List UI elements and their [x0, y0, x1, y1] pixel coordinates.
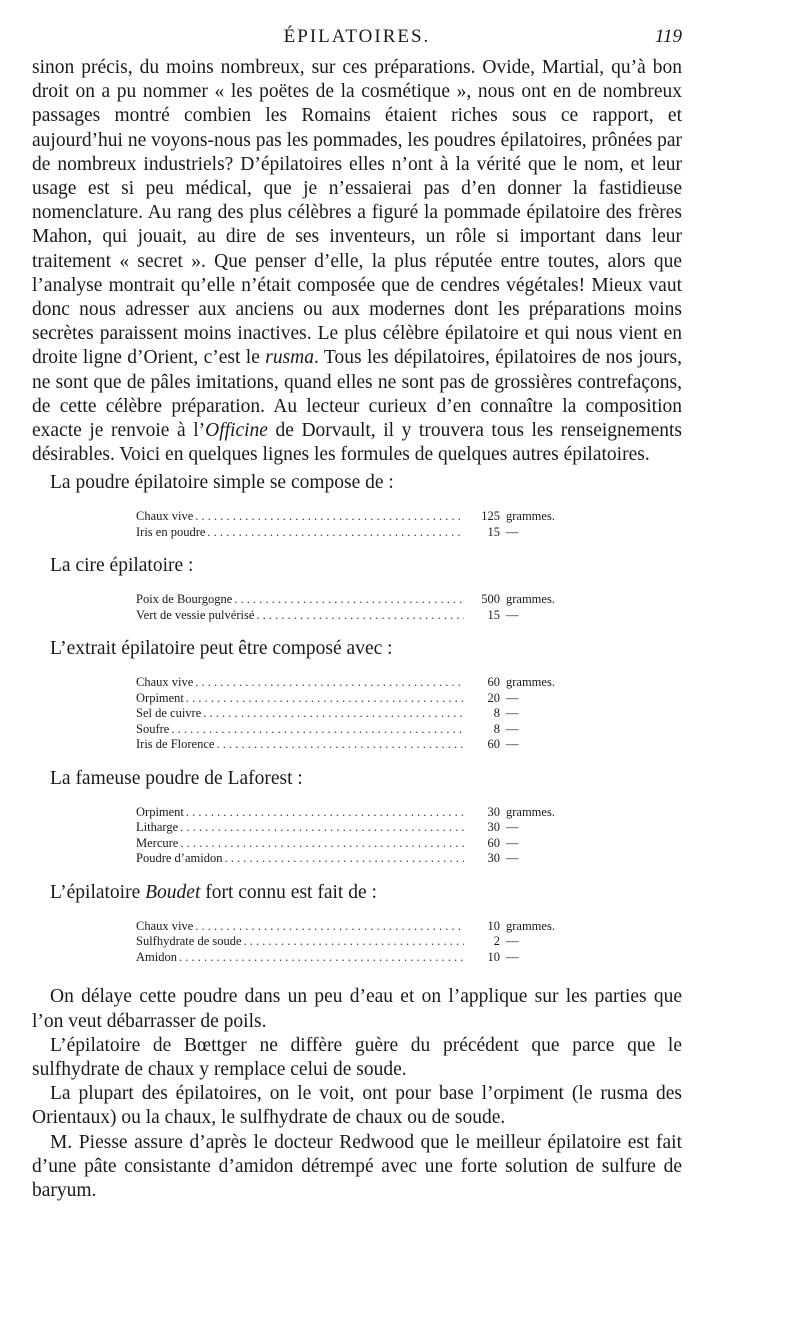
recipe-intro: La fameuse poudre de Laforest :: [50, 767, 303, 789]
ingredient-qty: 30: [487, 804, 500, 819]
ingredient-unit: grammes.: [506, 509, 555, 524]
ingredient-name: Amidon: [136, 949, 177, 964]
recipe-list: [136, 592, 576, 623]
officine-reference: Officine: [205, 420, 268, 442]
ingredient-name: Chaux vive: [136, 509, 194, 524]
ingredient-unit: grammes.: [506, 675, 555, 690]
leader-dots: [193, 675, 464, 691]
leader-dots: [214, 737, 464, 753]
ingredient-row: [136, 722, 576, 738]
closing-paragraph: M. Piesse assure d’après le docteur Redwood que le meilleur épilatoire est fait d’une pâte consistante d’amidon détrempé avec une forte solution de sulfure de baryum.: [32, 1131, 682, 1202]
ingredient-qty: 10: [487, 949, 500, 964]
leader-dots: [222, 851, 464, 867]
leader-dots: [184, 691, 464, 707]
ingredient-qty: 125: [481, 509, 500, 524]
leader-dots: [232, 592, 464, 608]
ingredient-qty: 8: [493, 706, 500, 721]
ingredient-unit: —: [506, 706, 519, 721]
rusma-term: rusma: [265, 347, 315, 369]
ingredient-row: [136, 851, 576, 867]
text-run: de Dorvault, il y trouvera tous les renseignements désirables. Voici en quelques lignes les formules de quelques autres épilatoires.: [32, 420, 682, 466]
text-run: L’épilatoire: [50, 881, 146, 903]
ingredient-qty: 2: [493, 934, 500, 949]
ingredient-name: Vert de vessie pulvérisé: [136, 607, 255, 622]
ingredient-name: Poudre d’amidon: [136, 851, 223, 866]
recipe-intro: La poudre épilatoire simple se compose de :: [50, 472, 394, 494]
page-header: [32, 26, 682, 50]
leader-dots: [178, 820, 464, 836]
ingredient-row: [136, 592, 576, 608]
ingredient-unit: —: [506, 949, 519, 964]
ingredient-qty: 30: [487, 820, 500, 835]
closing-paragraph: On délaye cette poudre dans un peu d’eau et on l’applique sur les parties que l’on veut débarrasser de poils.: [32, 986, 682, 1032]
leader-dots: [242, 934, 464, 950]
leader-dots: [184, 805, 464, 821]
ingredient-name: Iris de Florence: [136, 737, 215, 752]
ingredient-row: [136, 675, 576, 691]
recipe-list: [136, 919, 576, 966]
ingredient-row: [136, 737, 576, 753]
ingredient-unit: —: [506, 835, 519, 850]
ingredient-qty: 8: [493, 721, 500, 736]
recipe-list: [136, 509, 576, 540]
ingredient-unit: —: [506, 607, 519, 622]
text-run: sinon précis, du moins nombreux, sur ces préparations. Ovide, Martial, qu’à bon droit on a pu nommer « les poëtes de la cosmétique », nous ont en de nombreux passages montré combien les Romains étaient riches sous ce rapport, et aujourd’hui ne voyons-nous pas les pommades, les poudres épilatoires, prônées par de nombreux industriels? D’épilatoires elles n’ont à la vérité que le nom, et leur usage est si peu médical, que je n’essaierai pas d’en donner la fastidieuse nomenclature. Au rang des plus célèbres a figuré la pommade épilatoire des frères Mahon, qui jouait, au dire de ses inventeurs, un rôle si important dans leur traitement « secret ». Que penser d’elle, la plus réputée entre toutes, alors que l’analyse montrait qu’elle n’était composée que de cendres végétales! Mieux vaut donc nous adresser aux anciens ou aux modernes dont les préparations moins secrètes paraissent moins inactives. Le plus célèbre épilatoire et qui nous vient en droite ligne d’Orient, c’est le: [32, 57, 682, 369]
ingredient-name: Sulfhydrate de soude: [136, 934, 242, 949]
boudet-name: Boudet: [145, 881, 201, 903]
ingredient-qty: 10: [487, 918, 500, 933]
leader-dots: [205, 525, 464, 541]
recipe-intro: [32, 881, 682, 905]
ingredient-name: Iris en poudre: [136, 524, 206, 539]
ingredient-unit: —: [506, 721, 519, 736]
ingredient-qty: 60: [487, 737, 500, 752]
recipe-intro: La cire épilatoire :: [50, 555, 194, 577]
ingredient-row: [136, 805, 576, 821]
ingredient-name: Litharge: [136, 820, 179, 835]
ingredient-qty: 15: [487, 524, 500, 539]
opening-paragraph: [32, 56, 682, 467]
ingredient-row: [136, 836, 576, 852]
ingredient-row: [136, 919, 576, 935]
ingredient-qty: 60: [487, 835, 500, 850]
ingredient-unit: —: [506, 690, 519, 705]
ingredient-unit: —: [506, 820, 519, 835]
ingredient-name: Orpiment: [136, 804, 184, 819]
ingredient-row: [136, 706, 576, 722]
ingredient-qty: 30: [487, 851, 500, 866]
closing-paragraph: L’épilatoire de Bœttger ne diffère guère du précédent que parce que le sulfhydrate de chaux y remplace celui de soude.: [32, 1034, 682, 1081]
leader-dots: [178, 836, 464, 852]
ingredient-qty: 20: [487, 690, 500, 705]
leader-dots: [193, 919, 464, 935]
leader-dots: [177, 950, 464, 966]
text-run: fort connu est fait de :: [200, 881, 377, 903]
ingredient-name: Orpiment: [136, 690, 184, 705]
running-title: ÉPILATOIRES.: [283, 26, 431, 47]
ingredient-name: Mercure: [136, 835, 179, 850]
ingredient-name: Soufre: [136, 721, 170, 736]
ingredient-row: [136, 509, 576, 525]
ingredient-name: Poix de Bourgogne: [136, 592, 233, 607]
ingredient-name: Chaux vive: [136, 918, 194, 933]
body-text: [32, 56, 682, 1203]
leader-dots: [254, 608, 464, 624]
ingredient-unit: —: [506, 737, 519, 752]
ingredient-qty: 60: [487, 675, 500, 690]
recipe-list: [136, 805, 576, 867]
recipe-list: [136, 675, 576, 753]
leader-dots: [201, 706, 464, 722]
leader-dots: [169, 722, 464, 738]
ingredient-name: Sel de cuivre: [136, 706, 202, 721]
ingredient-name: Chaux vive: [136, 675, 194, 690]
text-run: . Tous les dépilatoires, épilatoires de nos jours, ne sont que de pâles imitations, quand elles ne sont pas de grossières contrefaçons, de cette célèbre préparation. Au lecteur curieux d’en connaître la composition exacte je renvoie à l’: [32, 347, 682, 442]
ingredient-row: [136, 934, 576, 950]
page-number: 119: [654, 26, 682, 47]
ingredient-row: [136, 525, 576, 541]
ingredient-row: [136, 820, 576, 836]
recipe-intro: L’extrait épilatoire peut être composé avec :: [50, 638, 393, 660]
closing-paragraph: La plupart des épilatoires, on le voit, ont pour base l’orpiment (le rusma des Orientaux) ou la chaux, le sulfhydrate de chaux ou de soude.: [32, 1083, 682, 1129]
ingredient-unit: —: [506, 851, 519, 866]
ingredient-unit: grammes.: [506, 918, 555, 933]
ingredient-qty: 15: [487, 607, 500, 622]
ingredient-unit: —: [506, 934, 519, 949]
ingredient-unit: grammes.: [506, 592, 555, 607]
ingredient-row: [136, 950, 576, 966]
leader-dots: [193, 509, 464, 525]
ingredient-qty: 500: [481, 592, 500, 607]
ingredient-unit: —: [506, 524, 519, 539]
ingredient-unit: grammes.: [506, 804, 555, 819]
ingredient-row: [136, 691, 576, 707]
ingredient-row: [136, 608, 576, 624]
